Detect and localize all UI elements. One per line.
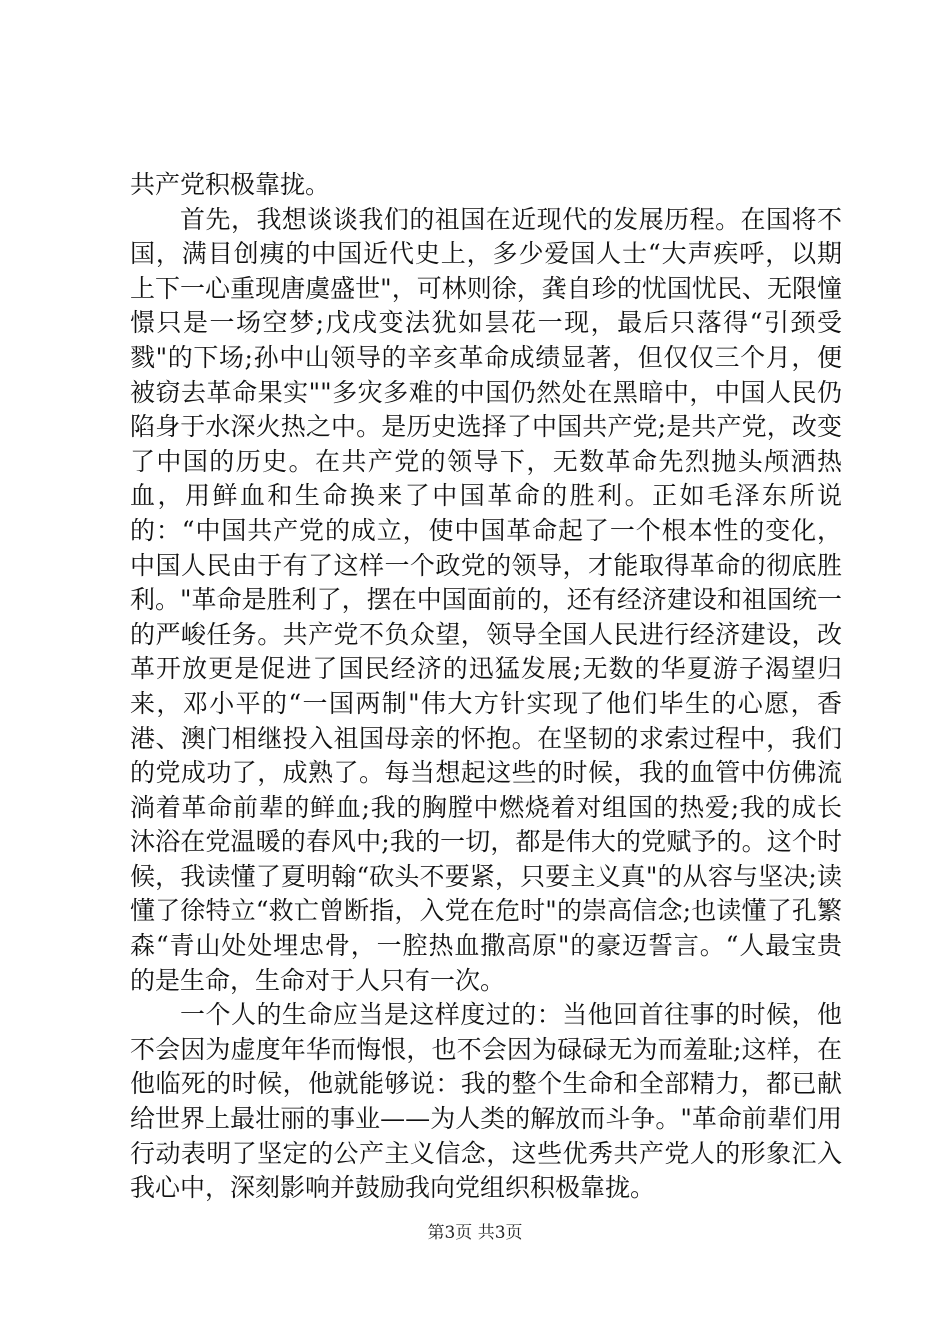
paragraph-continuation: 共产党积极靠拢。 bbox=[130, 170, 331, 199]
paragraph-history: 首先，我想谈谈我们的祖国在近现代的发展历程。在国将不国，满目创痍的中国近代史上，多少爱国人士“大声疾呼，以期上下一心重现唐虞盛世"，可林则徐，龚自珍的忧国忧民、无限憧憬只是一场空梦;戊戌变法犹如昙花一现，最后只落得“引颈受戮"的下场;孙中山领导的辛亥革命成绩显著，但仅仅三个月，便被窃去革命果实""多灾多难的中国仍然处在黑暗中，中国人民仍陷身于水深火热之中。是历史选择了中国共产党;是共产党，改变了中国的历史。在共产党的领导下，无数革命先烈抛头颅洒热血，用鲜血和生命换来了中国革命的胜利。正如毛泽东所说的：“中国共产党的成立，使中国革命起了一个根本性的变化，中国人民由于有了这样一个政党的领导，才能取得革命的彻底胜利。"革命是胜利了，摆在中国面前的，还有经济建设和祖国统一的严峻任务。共产党不负众望，领导全国人民进行经济建设，改革开放更是促进了国民经济的迅猛发展;无数的华夏游子渴望归来，邓小平的“一国两制"伟大方针实现了他们毕生的心愿，香港、澳门相继投入祖国母亲的怀抱。在坚韧的求索过程中，我们的党成功了，成熟了。每当想起这些的时候，我的血管中仿佛流淌着革命前辈的鲜血;我的胸膛中燃烧着对组国的热爱;我的成长沐浴在党温暖的春风中;我的一切，都是伟大的党赋予的。这个时候，我读懂了夏明翰“砍头不要紧，只要主义真"的从容与坚决;读懂了徐特立“救亡曾断指，入党在危时"的崇高信念;也读懂了孔繁森“青山处处埋忠骨，一腔热血撒高原"的豪迈誓言。“人最宝贵的是生命，生命对于人只有一次。 bbox=[130, 204, 842, 995]
page-footer: 第3页 共3页 bbox=[427, 1223, 523, 1243]
paragraph-conclusion: 一个人的生命应当是这样度过的：当他回首往事的时候，他不会因为虚度年华而悔恨，也不会因为碌碌无为而羞耻;这样，在他临死的时候，他就能够说：我的整个生命和全部精力，都已献给世界上最壮丽的事业——为人类的解放而斗争。"革命前辈们用行动表明了坚定的公产主义信念，这些优秀共产党人的形象汇入我心中，深刻影响并鼓励我向党组织积极靠拢。 bbox=[130, 1000, 842, 1203]
body-text bbox=[130, 168, 842, 1206]
